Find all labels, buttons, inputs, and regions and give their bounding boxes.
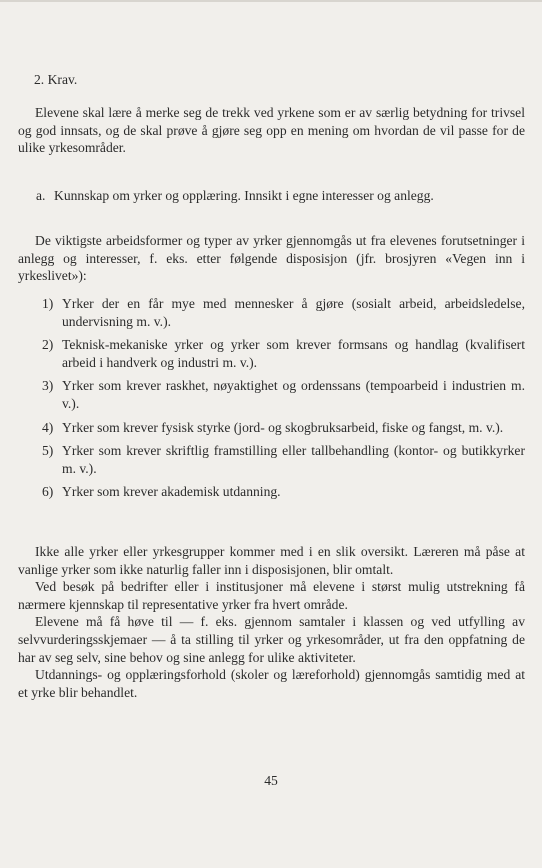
list-item-number: 6) — [42, 484, 54, 500]
list-item — [18, 295, 525, 330]
list-item-text: Yrker der en får mye med mennesker å gjøre (sosialt arbeid, arbeidsledelse, undervisning m. v.). — [62, 296, 525, 329]
subsection-title: Kunnskap om yrker og opplæring. Innsikt i egne interesser og anlegg. — [54, 188, 434, 203]
list-item-number: 3) — [42, 378, 54, 394]
list-item — [18, 419, 525, 437]
list-item-text: Yrker som krever raskhet, nøyaktighet og ordenssans (tempoarbeid i industrien m. v.). — [62, 378, 525, 411]
list-item — [18, 442, 525, 477]
body-paragraph: Ved besøk på bedrifter eller i institusjoner må elevene i størst mulig utstrekning få nærmere kjennskap til representative yrker fra hvert område. — [18, 579, 525, 612]
page-top-edge — [0, 0, 542, 2]
intro-paragraph: Elevene skal lære å merke seg de trekk ved yrkene som er av særlig betydning for trivsel og god innsats, og de skal prøve å gjøre seg opp en mening om hvordan de vil passe for de ulike yrkesområder. — [18, 105, 525, 156]
list-item-text: Teknisk-mekaniske yrker og yrker som krever formsans og handlag (kvalifisert arbeid i handverk og industri m. v.). — [62, 337, 525, 370]
subsection-heading — [36, 187, 525, 205]
lead-paragraph: De viktigste arbeidsformer og typer av yrker gjennomgås ut fra elevenes forutsetninger i anlegg og interesser, f. eks. etter følgende disposisjon (jfr. brosjyren «Vegen inn i yrkeslivet»): — [18, 233, 525, 284]
list-item — [18, 483, 525, 501]
body-paragraphs — [18, 543, 525, 701]
subsection-label: a. — [36, 188, 46, 203]
list-item-text: Yrker som krever akademisk utdanning. — [62, 484, 281, 500]
list-item-number: 2) — [42, 337, 54, 353]
page-number: 45 — [264, 773, 278, 788]
body-paragraph: Elevene må få høve til — f. eks. gjennom samtaler i klassen og ved utfylling av selvvurderingsskjemaer — å ta stilling til yrker og yrkesområder, ut fra den oppfatning de har av seg selv, sine behov og sine anlegg for ulike aktiviteter. — [18, 614, 525, 665]
list-item — [18, 377, 525, 412]
section-heading: 2. Krav. — [34, 72, 78, 87]
list-item-number: 5) — [42, 443, 54, 459]
list-item-number: 4) — [42, 419, 54, 435]
list-item-text: Yrker som krever fysisk styrke (jord- og skogbruksarbeid, fiske og fangst, m. v.). — [62, 419, 504, 435]
body-paragraph: Utdannings- og opplæringsforhold (skoler og læreforhold) gjennomgås samtidig med at et yrke blir behandlet. — [18, 667, 525, 700]
list-item-number: 1) — [42, 296, 54, 311]
body-paragraph: Ikke alle yrker eller yrkesgrupper kommer med i en slik oversikt. Læreren må påse at vanlige yrker som ikke naturlig faller inn i disposisjonen, blir omtalt. — [18, 544, 525, 577]
list-item-text: Yrker som krever skriftlig framstilling eller tallbehandling (kontor- og butikkyrker m. v.). — [62, 443, 525, 476]
list-item — [18, 336, 525, 371]
yrker-list — [18, 295, 525, 501]
